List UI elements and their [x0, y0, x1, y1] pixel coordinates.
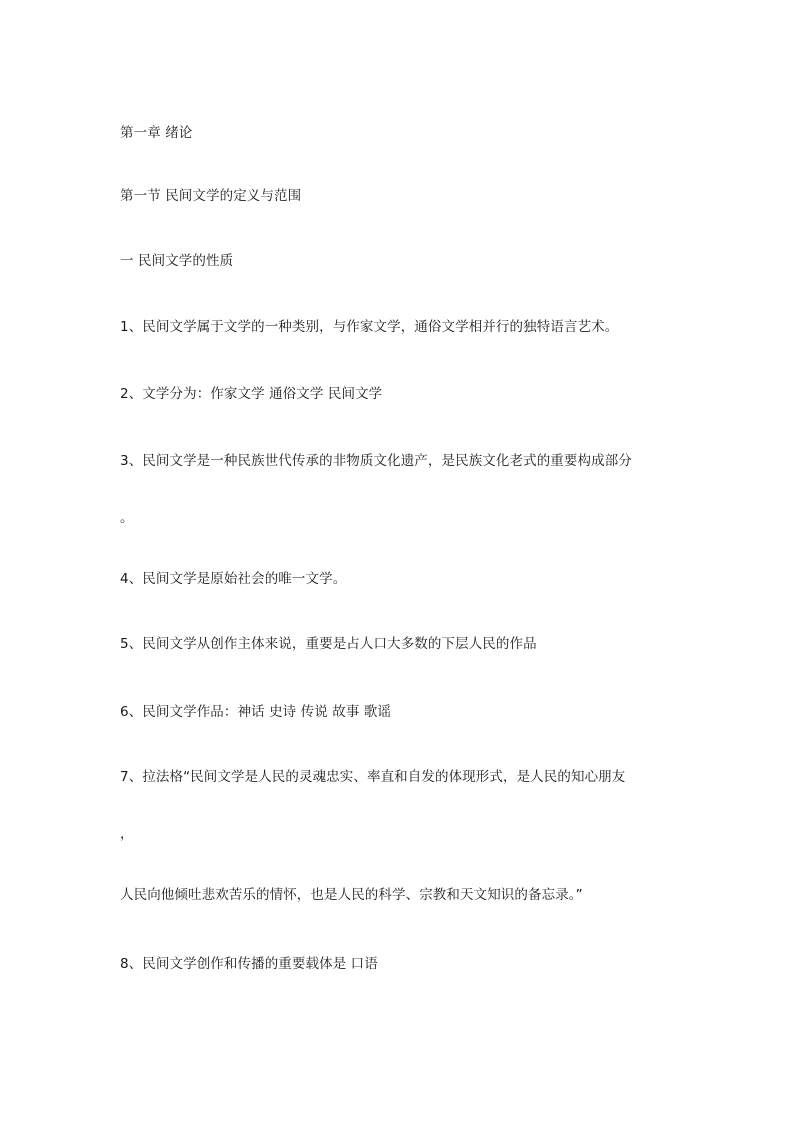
list-item: 4、民间文学是原始社会的唯一文学。	[120, 571, 347, 587]
list-item: 1、民间文学属于文学的一种类别，与作家文学，通俗文学相并行的独特语言艺术。	[120, 319, 619, 335]
chapter-title: 第一章 绪论	[120, 125, 193, 141]
list-item: 2、文学分为：作家文学 通俗文学 民间文学	[120, 386, 383, 402]
list-item-continuation: 。	[120, 510, 134, 526]
list-item-continuation: ，	[120, 826, 134, 842]
subsection-title: 一 民间文学的性质	[120, 253, 234, 269]
list-item: 8、民间文学创作和传播的重要载体是 口语	[120, 956, 378, 972]
list-item: 6、民间文学作品：神话 史诗 传说 故事 歌谣	[120, 704, 392, 720]
section-title: 第一节 民间文学的定义与范围	[120, 188, 302, 204]
list-item: 3、民间文学是一种民族世代传承的非物质文化遗产，是民族文化老式的重要构成部分	[120, 453, 632, 469]
list-item-continuation: 人民向他倾吐悲欢苦乐的情怀，也是人民的科学、宗教和天文知识的备忘录。”	[120, 887, 583, 903]
list-item: 7、拉法格“民间文学是人民的灵魂忠实、率直和自发的体现形式，是人民的知心朋友	[120, 769, 626, 785]
list-item: 5、民间文学从创作主体来说，重要是占人口大多数的下层人民的作品	[120, 636, 537, 652]
